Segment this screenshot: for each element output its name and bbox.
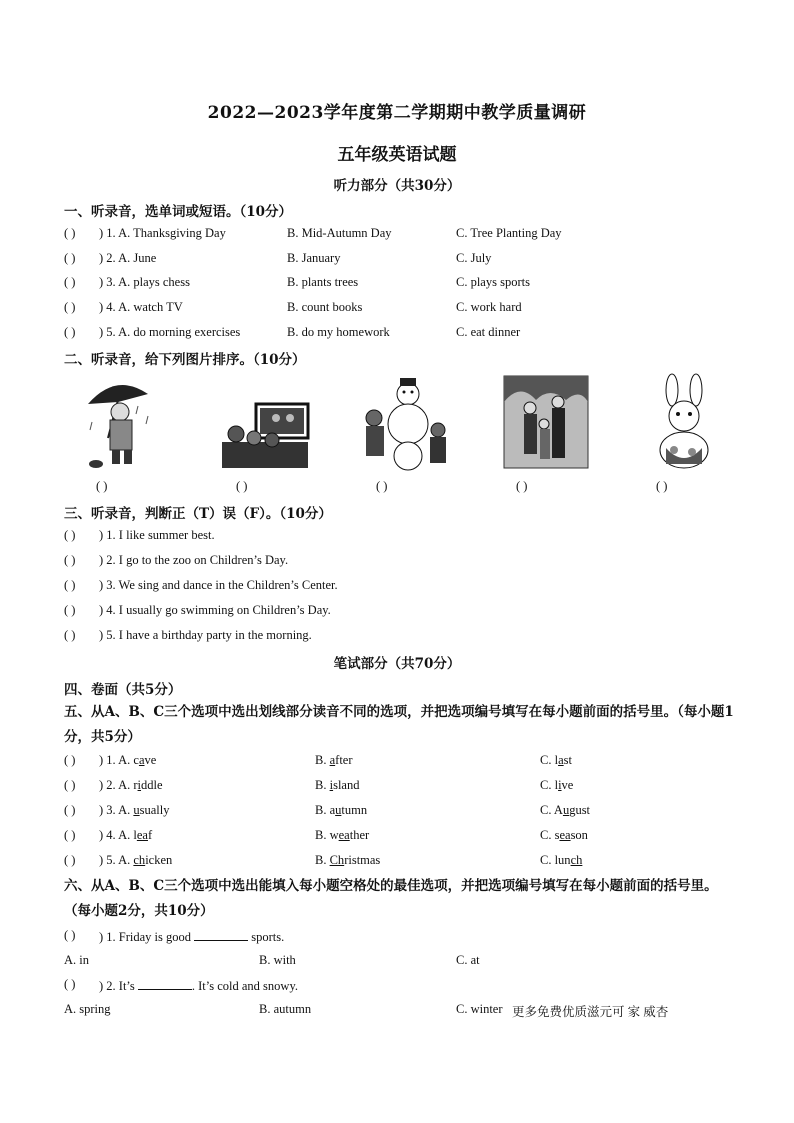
option-b: B. autumn	[259, 1002, 312, 1016]
family-walking-picture	[500, 372, 592, 472]
option-b: B. January	[287, 250, 341, 265]
section-3-heading: 三、听录音，判断正（T）误（F）。（10分）	[64, 506, 332, 522]
picture-4-answer[interactable]: ( )	[516, 479, 528, 493]
underlined-letters: u	[562, 803, 570, 817]
underlined-letters: Ch	[329, 853, 345, 867]
blank-line	[138, 977, 192, 990]
word-part: ve	[561, 778, 574, 792]
word-part: ) 2. A.	[99, 778, 134, 792]
boy-umbrella-picture	[78, 372, 170, 472]
option-c	[540, 803, 590, 818]
word-part: ) 1. A.	[99, 753, 134, 767]
answer-bracket[interactable]: ( )	[64, 226, 76, 240]
answer-bracket[interactable]: ( )	[64, 778, 76, 792]
underlined-letters: ch	[570, 853, 583, 867]
exam-title: 2022—2023学年度第二学期期中教学质量调研	[207, 103, 587, 123]
option-c: C. winter	[456, 1002, 503, 1016]
word-part: fter	[335, 753, 353, 767]
underlined-letters: ch	[133, 853, 146, 867]
option-a	[99, 828, 152, 843]
option-b: B. do my homework	[287, 324, 390, 339]
word-part: B.	[315, 853, 330, 867]
underlined-letters: ea	[338, 828, 350, 842]
q6-1-text-before: ) 1. Friday is good	[99, 930, 195, 944]
underlined-letters: a	[138, 753, 145, 767]
statement-text: ) 3. We sing and dance in the Children’s Center.	[99, 578, 338, 592]
option-c	[540, 853, 582, 868]
q6-2-text-after: . It’s cold and snowy.	[191, 979, 299, 993]
option-a: A. in	[64, 953, 89, 967]
answer-bracket[interactable]: ( )	[64, 753, 76, 767]
word-part: sland	[333, 778, 360, 792]
answer-bracket[interactable]: ( )	[64, 828, 76, 842]
watermark-text: 更多免费优质滋元可 家 威杏	[512, 1005, 669, 1019]
word-part: l	[133, 828, 137, 842]
option-a	[99, 778, 163, 793]
option-c: C. July	[456, 250, 492, 265]
answer-bracket[interactable]: ( )	[64, 553, 76, 567]
section-1-heading: 一、听录音，选单词或短语。（10分）	[64, 204, 293, 220]
answer-bracket[interactable]: ( )	[64, 853, 76, 867]
exam-subtitle: 五年级英语试题	[337, 145, 457, 165]
option-a: ) 4. A. watch TV	[99, 300, 183, 315]
underlined-letters: a	[558, 753, 564, 767]
answer-bracket[interactable]: ( )	[64, 300, 76, 315]
underlined-letters: a	[329, 753, 336, 767]
answer-bracket[interactable]: ( )	[64, 977, 76, 991]
statement-text: ) 2. I go to the zoo on Children’s Day.	[99, 553, 289, 567]
option-b: B. Mid-Autumn Day	[287, 226, 392, 240]
word-part: C. l	[540, 753, 559, 767]
answer-bracket[interactable]: ( )	[64, 603, 76, 617]
underlined-letters: u	[335, 803, 342, 817]
option-b: B. count books	[287, 300, 363, 315]
option-a: ) 2. A. June	[99, 250, 157, 265]
word-part: son	[570, 828, 588, 842]
section-4-heading: 四、卷面（共5分）	[64, 682, 182, 698]
section-5-heading: 五、从A、B、C三个选项中选出划线部分读音不同的选项，并把选项编号填写在每小题前面的括号里。（每小题1分，共5分）	[64, 704, 734, 745]
written-part-heading: 笔试部分（共70分）	[333, 656, 461, 672]
section-6-heading: 六、从A、B、C三个选项中选出能填入每小题空格处的最佳选项，并把选项编号填写在每小题前面的括号里。（每小题2分，共10分）	[64, 878, 718, 919]
option-b: B. plants trees	[287, 275, 359, 290]
q6-2-text-before: ) 2. It’s	[99, 979, 138, 993]
listening-part-heading: 听力部分（共30分）	[333, 178, 461, 194]
picture-1-answer[interactable]: ( )	[96, 479, 108, 493]
option-a: ) 5. A. do morning exercises	[99, 324, 241, 339]
statement-text: ) 4. I usually go swimming on Children’s Day.	[99, 603, 331, 617]
word-part: c	[133, 753, 139, 767]
word-part: ddle	[141, 778, 163, 792]
word-part: ristmas	[344, 853, 381, 867]
statement-text: ) 1. I like summer best.	[99, 528, 215, 542]
word-part: ve	[144, 753, 157, 767]
word-part: f	[147, 828, 153, 842]
easter-rabbit-picture	[640, 372, 732, 472]
blank-line	[194, 928, 248, 941]
underlined-letters: i	[558, 778, 562, 792]
answer-bracket[interactable]: ( )	[64, 928, 76, 942]
option-a	[99, 803, 169, 818]
option-c	[540, 753, 572, 768]
underlined-letters: i	[329, 778, 334, 792]
option-a: ) 3. A. plays chess	[99, 275, 190, 290]
picture-2-answer[interactable]: ( )	[236, 479, 248, 493]
option-b: B. with	[259, 953, 296, 967]
option-b	[315, 778, 359, 793]
word-part: C. s	[540, 828, 560, 842]
answer-bracket[interactable]: ( )	[64, 250, 76, 265]
picture-3-answer[interactable]: ( )	[376, 479, 388, 493]
word-part: ) 5. A.	[99, 853, 134, 867]
word-part: B. a	[315, 803, 336, 817]
option-c	[540, 778, 573, 793]
answer-bracket[interactable]: ( )	[64, 578, 76, 592]
word-part: tumn	[341, 803, 368, 817]
option-c: C. at	[456, 953, 480, 967]
word-part: sually	[139, 803, 170, 817]
option-a	[99, 853, 172, 868]
option-b	[315, 803, 367, 818]
option-b	[315, 853, 380, 868]
section-2-heading: 二、听录音，给下列图片排序。（10分）	[64, 352, 306, 368]
underlined-letters: i	[137, 778, 142, 792]
answer-bracket[interactable]: ( )	[64, 528, 76, 542]
word-part: gust	[569, 803, 591, 817]
underlined-letters: u	[133, 803, 140, 817]
word-part: ) 4. A.	[99, 828, 134, 842]
option-c	[540, 828, 588, 843]
option-c: C. Tree Planting Day	[456, 226, 562, 240]
option-c: C. eat dinner	[456, 324, 521, 339]
word-part: B. w	[315, 828, 339, 842]
word-part: C. lun	[540, 853, 571, 867]
word-part: r	[133, 778, 138, 792]
word-part: B.	[315, 778, 330, 792]
option-b	[315, 753, 353, 768]
option-a	[99, 753, 156, 768]
word-part: ther	[349, 828, 370, 842]
option-b	[315, 828, 369, 843]
answer-bracket[interactable]: ( )	[64, 275, 76, 290]
underlined-letters: ea	[559, 828, 571, 842]
statement-text: ) 5. I have a birthday party in the morning.	[99, 628, 312, 642]
underlined-letters: ea	[136, 828, 148, 842]
option-c: C. plays sports	[456, 275, 530, 290]
watching-tv-picture	[220, 372, 312, 472]
option-c: C. work hard	[456, 300, 522, 315]
word-part: B.	[315, 753, 330, 767]
word-part: icken	[145, 853, 173, 867]
snowman-picture	[360, 372, 452, 472]
option-a: A. spring	[64, 1002, 111, 1016]
word-part: C. l	[540, 778, 559, 792]
q6-1-text-after: sports.	[248, 930, 285, 944]
answer-bracket[interactable]: ( )	[64, 628, 76, 642]
word-part: ) 3. A.	[99, 803, 134, 817]
answer-bracket[interactable]: ( )	[64, 324, 76, 339]
option-a: ) 1. A. Thanksgiving Day	[99, 226, 226, 240]
word-part: C. A	[540, 803, 563, 817]
picture-5-answer[interactable]: ( )	[656, 479, 668, 493]
answer-bracket[interactable]: ( )	[64, 803, 76, 817]
word-part: st	[563, 753, 572, 767]
